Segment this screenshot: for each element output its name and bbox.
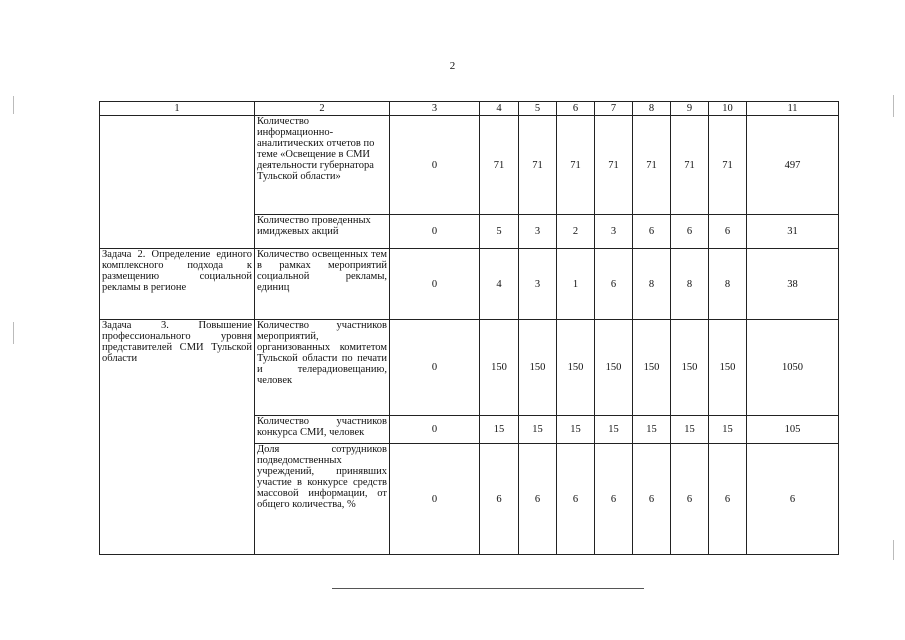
right-margin-mark xyxy=(893,540,894,560)
header-cell: 11 xyxy=(747,102,839,116)
value-cell: 15 xyxy=(595,416,633,444)
header-cell: 2 xyxy=(255,102,390,116)
value-cell: 15 xyxy=(633,416,671,444)
value-cell: 3 xyxy=(519,249,557,320)
value-cell: 150 xyxy=(557,320,595,416)
header-cell: 7 xyxy=(595,102,633,116)
indicator-cell: Количество проведенных имиджевых акций xyxy=(255,215,390,249)
value-cell: 31 xyxy=(747,215,839,249)
value-cell: 71 xyxy=(595,116,633,215)
indicator-cell: Количество участников мероприятий, организованных комитетом Тульской области по печати и телерадиовещанию, человек xyxy=(255,320,390,416)
value-cell: 6 xyxy=(633,444,671,555)
value-cell: 6 xyxy=(671,444,709,555)
header-cell: 3 xyxy=(390,102,480,116)
header-cell: 10 xyxy=(709,102,747,116)
value-cell: 497 xyxy=(747,116,839,215)
value-cell: 6 xyxy=(671,215,709,249)
value-cell: 71 xyxy=(519,116,557,215)
value-cell: 71 xyxy=(671,116,709,215)
value-cell: 6 xyxy=(709,444,747,555)
value-cell: 6 xyxy=(595,444,633,555)
indicators-table xyxy=(99,101,839,555)
value-cell: 150 xyxy=(709,320,747,416)
value-cell: 15 xyxy=(671,416,709,444)
value-cell: 38 xyxy=(747,249,839,320)
value-cell: 6 xyxy=(709,215,747,249)
page-number: 2 xyxy=(449,60,456,72)
table-header-row xyxy=(100,102,839,116)
value-cell: 3 xyxy=(595,215,633,249)
value-cell: 71 xyxy=(709,116,747,215)
header-cell: 4 xyxy=(480,102,519,116)
right-margin-mark xyxy=(893,95,894,117)
value-cell: 5 xyxy=(480,215,519,249)
indicator-cell: Количество информационно-аналитических отчетов по теме «Освещение в СМИ деятельности губернатора Тульской области» xyxy=(255,116,390,215)
value-cell: 0 xyxy=(390,116,480,215)
table-row xyxy=(100,320,839,416)
value-cell: 0 xyxy=(390,416,480,444)
value-cell: 0 xyxy=(390,215,480,249)
value-cell: 1050 xyxy=(747,320,839,416)
value-cell: 0 xyxy=(390,444,480,555)
value-cell: 150 xyxy=(519,320,557,416)
value-cell: 2 xyxy=(557,215,595,249)
indicator-cell: Количество участников конкурса СМИ, человек xyxy=(255,416,390,444)
value-cell: 6 xyxy=(595,249,633,320)
value-cell: 0 xyxy=(390,249,480,320)
table-row xyxy=(100,116,839,215)
header-cell: 1 xyxy=(100,102,255,116)
value-cell: 1 xyxy=(557,249,595,320)
header-cell: 5 xyxy=(519,102,557,116)
value-cell: 15 xyxy=(519,416,557,444)
value-cell: 15 xyxy=(557,416,595,444)
value-cell: 6 xyxy=(519,444,557,555)
value-cell: 8 xyxy=(633,249,671,320)
value-cell: 8 xyxy=(671,249,709,320)
value-cell: 71 xyxy=(557,116,595,215)
value-cell: 4 xyxy=(480,249,519,320)
header-cell: 8 xyxy=(633,102,671,116)
table-row xyxy=(100,249,839,320)
value-cell: 71 xyxy=(633,116,671,215)
value-cell: 150 xyxy=(671,320,709,416)
indicator-cell: Количество освещенных тем в рамках мероприятий социальной рекламы, единиц xyxy=(255,249,390,320)
value-cell: 150 xyxy=(480,320,519,416)
value-cell: 8 xyxy=(709,249,747,320)
value-cell: 71 xyxy=(480,116,519,215)
header-cell: 6 xyxy=(557,102,595,116)
value-cell: 6 xyxy=(747,444,839,555)
value-cell: 6 xyxy=(557,444,595,555)
value-cell: 0 xyxy=(390,320,480,416)
value-cell: 3 xyxy=(519,215,557,249)
value-cell: 150 xyxy=(595,320,633,416)
value-cell: 105 xyxy=(747,416,839,444)
value-cell: 15 xyxy=(480,416,519,444)
left-margin-mark xyxy=(13,322,14,344)
value-cell: 150 xyxy=(633,320,671,416)
task-cell: Задача 2. Определение единого комплексного подхода к размещению социальной рекламы в регионе xyxy=(100,249,255,320)
value-cell: 6 xyxy=(633,215,671,249)
left-margin-mark xyxy=(13,96,14,114)
indicator-cell: Доля сотрудников подведомственных учреждений, принявших участие в конкурсе средств массовой информации, от общего количества, % xyxy=(255,444,390,555)
value-cell: 15 xyxy=(709,416,747,444)
header-cell: 9 xyxy=(671,102,709,116)
bottom-separator-line xyxy=(332,588,644,589)
task-cell: Задача 3. Повышение профессионального уровня представителей СМИ Тульской области xyxy=(100,320,255,555)
task-cell xyxy=(100,116,255,249)
value-cell: 6 xyxy=(480,444,519,555)
